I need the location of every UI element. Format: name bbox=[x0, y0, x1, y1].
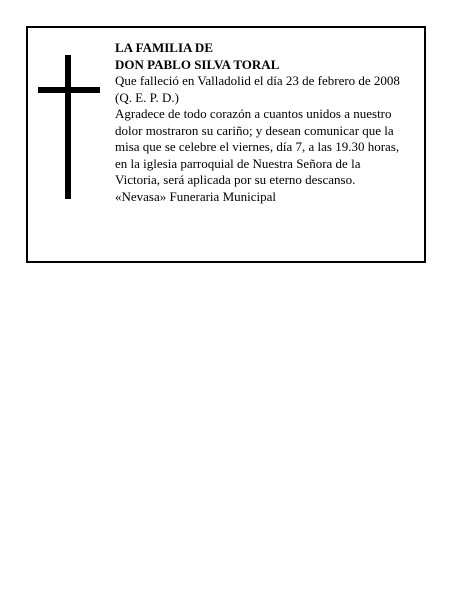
notice-body-line: misa que se celebre el viernes, día 7, a las 19.30 horas, bbox=[115, 139, 400, 154]
notice-body-line: en la iglesia parroquial de Nuestra Señora de la bbox=[115, 155, 361, 171]
obituary-notice bbox=[26, 26, 426, 263]
cross-horizontal-bar bbox=[38, 87, 100, 93]
notice-body-line: dolor mostraron su cariño; y desean comunicar que la bbox=[115, 122, 394, 138]
notice-body-line: Agradece de todo corazón a cuantos unidos a nuestro bbox=[115, 106, 392, 121]
notice-rip: (Q. E. P. D.) bbox=[115, 89, 179, 105]
notice-heading-family: LA FAMILIA DE bbox=[115, 40, 213, 55]
cross-icon bbox=[38, 55, 100, 199]
notice-death-info: Que falleció en Valladolid el día 23 de febrero de 2008 bbox=[115, 73, 400, 88]
notice-text bbox=[115, 40, 421, 205]
notice-heading-name: DON PABLO SILVA TORAL bbox=[115, 56, 280, 72]
notice-body-line: Victoria, será aplicada por su eterno descanso. bbox=[115, 172, 356, 187]
notice-signature: «Nevasa» Funeraria Municipal bbox=[115, 188, 277, 204]
cross-vertical-bar bbox=[65, 55, 71, 199]
